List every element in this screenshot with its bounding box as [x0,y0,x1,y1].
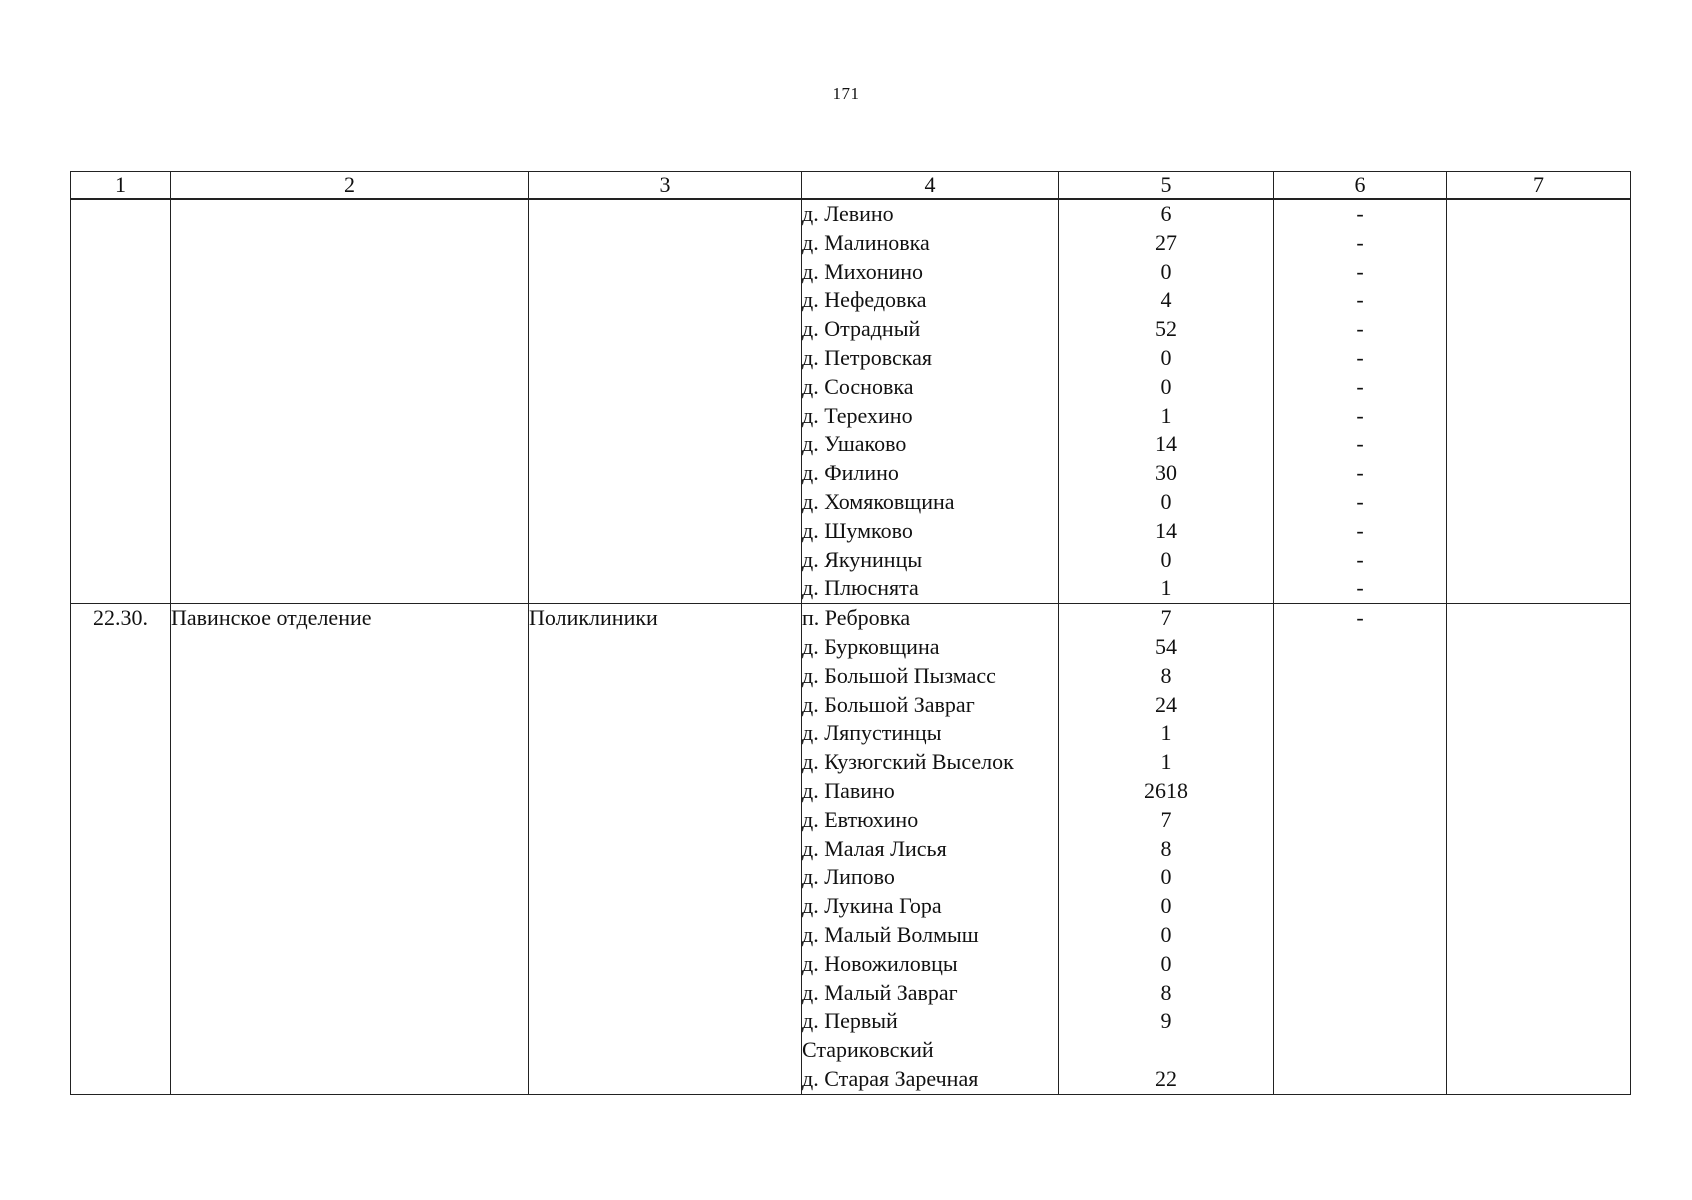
population-cell: 27 [1059,229,1274,258]
column-7-cell [1447,258,1631,287]
facility-type-cell [529,402,802,431]
settlement-name-cell: д. Липово [802,863,1059,892]
population-cell: 7 [1059,806,1274,835]
column-7-cell [1447,806,1631,835]
facility-type-cell [529,979,802,1008]
column-7-cell [1447,662,1631,691]
population-cell: 0 [1059,488,1274,517]
column-6-cell: - [1274,315,1447,344]
facility-type-cell [529,229,802,258]
column-7-cell [1447,546,1631,575]
row-number-cell [71,1007,171,1036]
settlement-name-cell: д. Левино [802,199,1059,229]
department-cell [171,517,529,546]
column-7-cell [1447,835,1631,864]
column-6-cell [1274,691,1447,720]
table-row [71,950,1631,979]
column-7-cell [1447,574,1631,603]
department-cell [171,315,529,344]
header-col-2: 2 [171,172,529,200]
table-row [71,488,1631,517]
facility-type-cell [529,806,802,835]
header-col-3: 3 [529,172,802,200]
population-cell: 0 [1059,863,1274,892]
row-number-cell [71,199,171,229]
department-cell [171,950,529,979]
population-cell: 54 [1059,633,1274,662]
row-number-cell [71,286,171,315]
column-7-cell [1447,1065,1631,1094]
department-cell [171,1065,529,1094]
table-row [71,1036,1631,1065]
facility-type-cell [529,430,802,459]
settlement-name-cell: д. Филино [802,459,1059,488]
population-cell: 8 [1059,835,1274,864]
facility-type-cell [529,748,802,777]
population-cell: 6 [1059,199,1274,229]
table-row [71,979,1631,1008]
column-6-cell: - [1274,546,1447,575]
facility-type-cell [529,863,802,892]
department-cell [171,719,529,748]
row-number-cell [71,892,171,921]
department-cell [171,574,529,603]
settlement-name-cell: Стариковский [802,1036,1059,1065]
department-cell [171,546,529,575]
column-6-cell [1274,777,1447,806]
settlement-name-cell: д. Большой Завраг [802,691,1059,720]
row-number-cell [71,979,171,1008]
settlement-name-cell: д. Бурковщина [802,633,1059,662]
population-cell: 24 [1059,691,1274,720]
row-number-cell [71,719,171,748]
column-7-cell [1447,373,1631,402]
table-row [71,199,1631,229]
header-col-4: 4 [802,172,1059,200]
column-6-cell [1274,806,1447,835]
column-7-cell [1447,719,1631,748]
column-6-cell: - [1274,286,1447,315]
facility-type-cell [529,546,802,575]
population-cell: 0 [1059,546,1274,575]
settlement-name-cell: д. Шумково [802,517,1059,546]
department-cell [171,1036,529,1065]
table-row [71,344,1631,373]
population-cell: 9 [1059,1007,1274,1036]
department-cell [171,229,529,258]
settlement-name-cell: д. Малый Волмыш [802,921,1059,950]
facility-type-cell [529,199,802,229]
row-number-cell: 22.30. [71,604,171,633]
settlement-name-cell: д. Петровская [802,344,1059,373]
department-cell [171,430,529,459]
facility-type-cell [529,315,802,344]
row-number-cell [71,1036,171,1065]
facility-type-cell [529,777,802,806]
department-cell [171,979,529,1008]
facility-type-cell [529,719,802,748]
column-7-cell [1447,459,1631,488]
settlement-name-cell: д. Большой Пызмасс [802,662,1059,691]
row-number-cell [71,921,171,950]
column-6-cell [1274,1065,1447,1094]
column-6-cell: - [1274,517,1447,546]
row-number-cell [71,691,171,720]
column-7-cell [1447,604,1631,633]
population-cell: 22 [1059,1065,1274,1094]
column-7-cell [1447,488,1631,517]
department-cell [171,892,529,921]
facility-type-cell [529,258,802,287]
column-6-cell [1274,835,1447,864]
column-7-cell [1447,777,1631,806]
settlement-name-cell: д. Ушаково [802,430,1059,459]
row-number-cell [71,863,171,892]
settlement-name-cell: д. Малый Завраг [802,979,1059,1008]
column-7-cell [1447,1007,1631,1036]
table-row [71,315,1631,344]
table-row [71,691,1631,720]
department-cell [171,662,529,691]
row-number-cell [71,344,171,373]
settlement-name-cell: д. Плюснята [802,574,1059,603]
population-cell: 8 [1059,662,1274,691]
table-row [71,459,1631,488]
row-number-cell [71,835,171,864]
column-6-cell [1274,719,1447,748]
table-row [71,373,1631,402]
column-6-cell [1274,633,1447,662]
header-col-6: 6 [1274,172,1447,200]
column-6-cell: - [1274,459,1447,488]
facility-type-cell [529,662,802,691]
row-number-cell [71,777,171,806]
settlement-name-cell: д. Михонино [802,258,1059,287]
population-cell: 0 [1059,892,1274,921]
row-number-cell [71,633,171,662]
population-cell: 8 [1059,979,1274,1008]
row-number-cell [71,517,171,546]
population-cell: 0 [1059,258,1274,287]
table-row [71,633,1631,662]
settlement-name-cell: д. Хомяковщина [802,488,1059,517]
settlement-name-cell: д. Кузюгский Выселок [802,748,1059,777]
facility-type-cell: Поликлиники [529,604,802,633]
settlement-name-cell: д. Малиновка [802,229,1059,258]
department-cell [171,373,529,402]
department-cell [171,344,529,373]
column-6-cell [1274,863,1447,892]
department-cell [171,488,529,517]
settlement-name-cell: д. Отрадный [802,315,1059,344]
table-row [71,863,1631,892]
facility-type-cell [529,488,802,517]
settlement-name-cell: д. Нефедовка [802,286,1059,315]
row-number-cell [71,402,171,431]
settlement-name-cell: д. Евтюхино [802,806,1059,835]
population-cell: 14 [1059,517,1274,546]
row-number-cell [71,315,171,344]
settlements-table [70,171,1631,1095]
facility-type-cell [529,517,802,546]
column-6-cell: - [1274,258,1447,287]
settlement-name-cell: п. Ребровка [802,604,1059,633]
table-row [71,748,1631,777]
column-7-cell [1447,229,1631,258]
facility-type-cell [529,1007,802,1036]
table-body [71,199,1631,1094]
row-number-cell [71,574,171,603]
department-cell [171,199,529,229]
population-cell: 1 [1059,574,1274,603]
department-cell [171,863,529,892]
column-7-cell [1447,344,1631,373]
column-7-cell [1447,892,1631,921]
column-6-cell [1274,1036,1447,1065]
settlement-name-cell: д. Ляпустинцы [802,719,1059,748]
column-7-cell [1447,430,1631,459]
column-6-cell [1274,892,1447,921]
column-6-cell: - [1274,373,1447,402]
population-cell: 30 [1059,459,1274,488]
facility-type-cell [529,892,802,921]
facility-type-cell [529,921,802,950]
department-cell [171,258,529,287]
facility-type-cell [529,286,802,315]
column-7-cell [1447,748,1631,777]
population-cell: 7 [1059,604,1274,633]
settlement-name-cell: д. Терехино [802,402,1059,431]
facility-type-cell [529,950,802,979]
facility-type-cell [529,691,802,720]
row-number-cell [71,430,171,459]
column-6-cell: - [1274,488,1447,517]
table-row [71,1065,1631,1094]
settlement-name-cell: д. Павино [802,777,1059,806]
department-cell [171,633,529,662]
population-cell: 4 [1059,286,1274,315]
population-cell: 0 [1059,344,1274,373]
row-number-cell [71,1065,171,1094]
column-7-cell [1447,863,1631,892]
population-cell: 52 [1059,315,1274,344]
facility-type-cell [529,459,802,488]
department-cell [171,459,529,488]
department-cell [171,921,529,950]
column-6-cell: - [1274,574,1447,603]
facility-type-cell [529,835,802,864]
column-6-cell: - [1274,229,1447,258]
row-number-cell [71,459,171,488]
table-row [71,546,1631,575]
column-6-cell [1274,662,1447,691]
table-row [71,229,1631,258]
department-cell [171,806,529,835]
column-7-cell [1447,1036,1631,1065]
department-cell [171,777,529,806]
settlement-name-cell: д. Новожиловцы [802,950,1059,979]
column-7-cell [1447,286,1631,315]
column-7-cell [1447,921,1631,950]
row-number-cell [71,373,171,402]
table-row [71,286,1631,315]
column-7-cell [1447,633,1631,662]
column-7-cell [1447,315,1631,344]
settlement-name-cell: д. Старая Заречная [802,1065,1059,1094]
facility-type-cell [529,633,802,662]
settlement-name-cell: д. Первый [802,1007,1059,1036]
table-row [71,604,1631,633]
population-cell: 0 [1059,373,1274,402]
table-header [71,172,1631,200]
table-row [71,835,1631,864]
settlement-name-cell: д. Сосновка [802,373,1059,402]
column-7-cell [1447,691,1631,720]
population-cell: 1 [1059,402,1274,431]
column-6-cell [1274,979,1447,1008]
table-row [71,258,1631,287]
row-number-cell [71,546,171,575]
department-cell [171,1007,529,1036]
facility-type-cell [529,1036,802,1065]
row-number-cell [71,229,171,258]
header-row [71,172,1631,200]
column-7-cell [1447,199,1631,229]
table-row [71,921,1631,950]
table-row [71,402,1631,431]
column-6-cell [1274,748,1447,777]
settlement-name-cell: д. Малая Лисья [802,835,1059,864]
row-number-cell [71,488,171,517]
column-6-cell: - [1274,402,1447,431]
table-row [71,892,1631,921]
population-cell: 14 [1059,430,1274,459]
settlement-name-cell: д. Якунинцы [802,546,1059,575]
column-7-cell [1447,402,1631,431]
row-number-cell [71,662,171,691]
facility-type-cell [529,574,802,603]
row-number-cell [71,748,171,777]
row-number-cell [71,258,171,287]
department-cell [171,286,529,315]
column-6-cell: - [1274,604,1447,633]
department-cell [171,691,529,720]
header-col-1: 1 [71,172,171,200]
column-7-cell [1447,979,1631,1008]
facility-type-cell [529,373,802,402]
column-6-cell [1274,950,1447,979]
table-row [71,1007,1631,1036]
table-row [71,806,1631,835]
table-row [71,662,1631,691]
population-cell: 0 [1059,950,1274,979]
header-col-5: 5 [1059,172,1274,200]
row-number-cell [71,806,171,835]
population-cell [1059,1036,1274,1065]
population-cell: 0 [1059,921,1274,950]
table-row [71,719,1631,748]
settlement-name-cell: д. Лукина Гора [802,892,1059,921]
header-col-7: 7 [1447,172,1631,200]
column-7-cell [1447,517,1631,546]
column-6-cell: - [1274,344,1447,373]
column-6-cell: - [1274,199,1447,229]
population-cell: 2618 [1059,777,1274,806]
table-row [71,430,1631,459]
column-6-cell: - [1274,430,1447,459]
facility-type-cell [529,344,802,373]
facility-type-cell [529,1065,802,1094]
population-cell: 1 [1059,748,1274,777]
column-6-cell [1274,1007,1447,1036]
column-7-cell [1447,950,1631,979]
department-cell [171,835,529,864]
population-cell: 1 [1059,719,1274,748]
column-6-cell [1274,921,1447,950]
table-row [71,517,1631,546]
row-number-cell [71,950,171,979]
page-number: 171 [832,84,860,103]
department-cell: Павинское отделение [171,604,529,633]
table-row [71,777,1631,806]
table-row [71,574,1631,603]
department-cell [171,748,529,777]
department-cell [171,402,529,431]
